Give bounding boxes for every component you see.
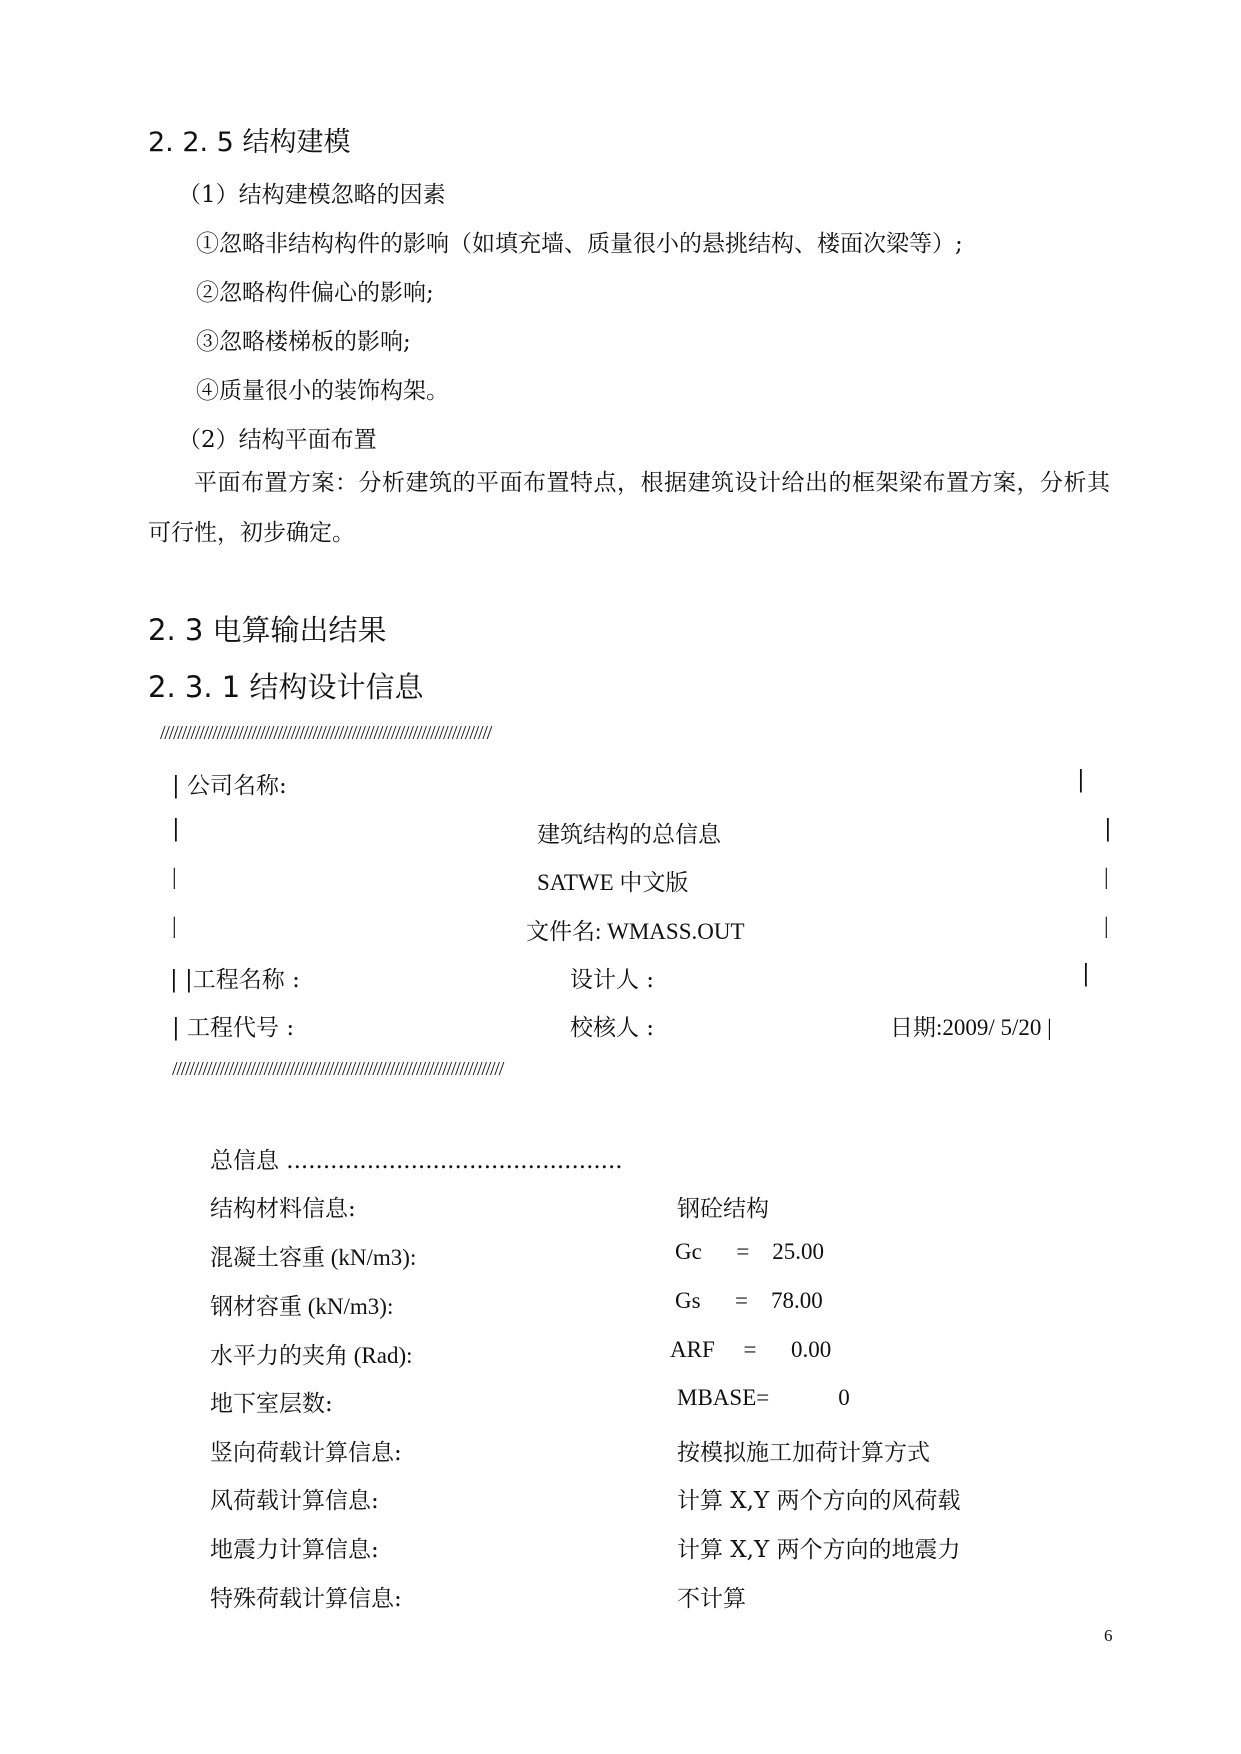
list-item: ①忽略非结构构件的影响（如填充墙、质量很小的悬挑结构、楼面次梁等）; xyxy=(196,231,963,257)
company-name-label: | 公司名称: xyxy=(172,773,287,799)
designer-label: 设计人 : xyxy=(570,967,655,993)
subsection-title-ignored-factors: （1）结构建模忽略的因素 xyxy=(178,182,446,208)
border-pipe: | xyxy=(1104,864,1109,889)
list-item: ②忽略构件偏心的影响; xyxy=(196,280,434,306)
list-item: ③忽略楼梯板的影响; xyxy=(196,329,411,355)
info-row-label: 地震力计算信息: xyxy=(210,1537,379,1563)
border-pipe: | xyxy=(172,864,177,889)
info-row-label: 混凝土容重 (kN/m3): xyxy=(210,1245,417,1270)
project-code-label: | 工程代号 : xyxy=(172,1015,295,1041)
slash-divider-bottom: //////////////////////////////////////////////////////////////////////////// xyxy=(172,1058,504,1080)
list-item: ④质量很小的装饰构架。 xyxy=(196,378,449,404)
date-label: 日期:2009/ 5/20 | xyxy=(890,1015,1052,1040)
info-row-label: 风荷载计算信息: xyxy=(210,1488,379,1514)
info-row-value: 钢砼结构 xyxy=(677,1196,769,1222)
info-row-label: 钢材容重 (kN/m3): xyxy=(210,1294,394,1319)
info-row-label: 竖向荷载计算信息: xyxy=(210,1440,402,1466)
info-row-value: Gs = 78.00 xyxy=(675,1288,823,1313)
general-info-title: 总信息 .............................................. xyxy=(210,1148,623,1174)
software-name: SATWE 中文版 xyxy=(537,870,689,895)
info-row-value: 计算 X,Y 两个方向的风荷载 xyxy=(677,1488,961,1514)
paragraph-plan-scheme: 平面布置方案：分析建筑的平面布置特点，根据建筑设计给出的框架梁布置方案，分析其可行性，初步确定。 xyxy=(148,470,1110,546)
info-title: 建筑结构的总信息 xyxy=(537,822,721,848)
page-number: 6 xyxy=(1104,1626,1113,1645)
info-row-label: 水平力的夹角 (Rad): xyxy=(210,1343,413,1368)
info-row-value: ARF = 0.00 xyxy=(670,1337,832,1362)
info-row-value: Gc = 25.00 xyxy=(675,1239,825,1264)
info-row-value: 按模拟施工加荷计算方式 xyxy=(677,1440,930,1466)
info-row-label: 地下室层数: xyxy=(210,1391,333,1417)
checker-label: 校核人 : xyxy=(570,1015,655,1041)
info-row-value: MBASE= 0 xyxy=(677,1385,850,1410)
border-pipe: | xyxy=(1077,767,1085,793)
info-row-label: 结构材料信息: xyxy=(210,1196,356,1222)
project-name-label: | |工程名称 : xyxy=(170,967,300,993)
border-pipe: | xyxy=(172,816,180,842)
info-row-value: 不计算 xyxy=(677,1586,746,1612)
info-row-label: 特殊荷载计算信息: xyxy=(210,1586,402,1612)
border-pipe: | xyxy=(1104,816,1112,842)
section-heading-2-3: 2. 3 电算输出结果 xyxy=(148,613,387,647)
section-heading-2-2-5: 2. 2. 5 结构建模 xyxy=(148,127,351,158)
border-pipe: | xyxy=(1082,961,1090,987)
slash-divider-top: //////////////////////////////////////////////////////////////////////////// xyxy=(160,722,492,744)
border-pipe: | xyxy=(172,913,177,938)
output-filename: 文件名: WMASS.OUT xyxy=(526,919,745,944)
info-row-value: 计算 X,Y 两个方向的地震力 xyxy=(677,1537,961,1563)
subsection-title-plan-layout: （2）结构平面布置 xyxy=(178,427,377,453)
border-pipe: | xyxy=(1104,913,1109,938)
section-heading-2-3-1: 2. 3. 1 结构设计信息 xyxy=(148,670,424,704)
